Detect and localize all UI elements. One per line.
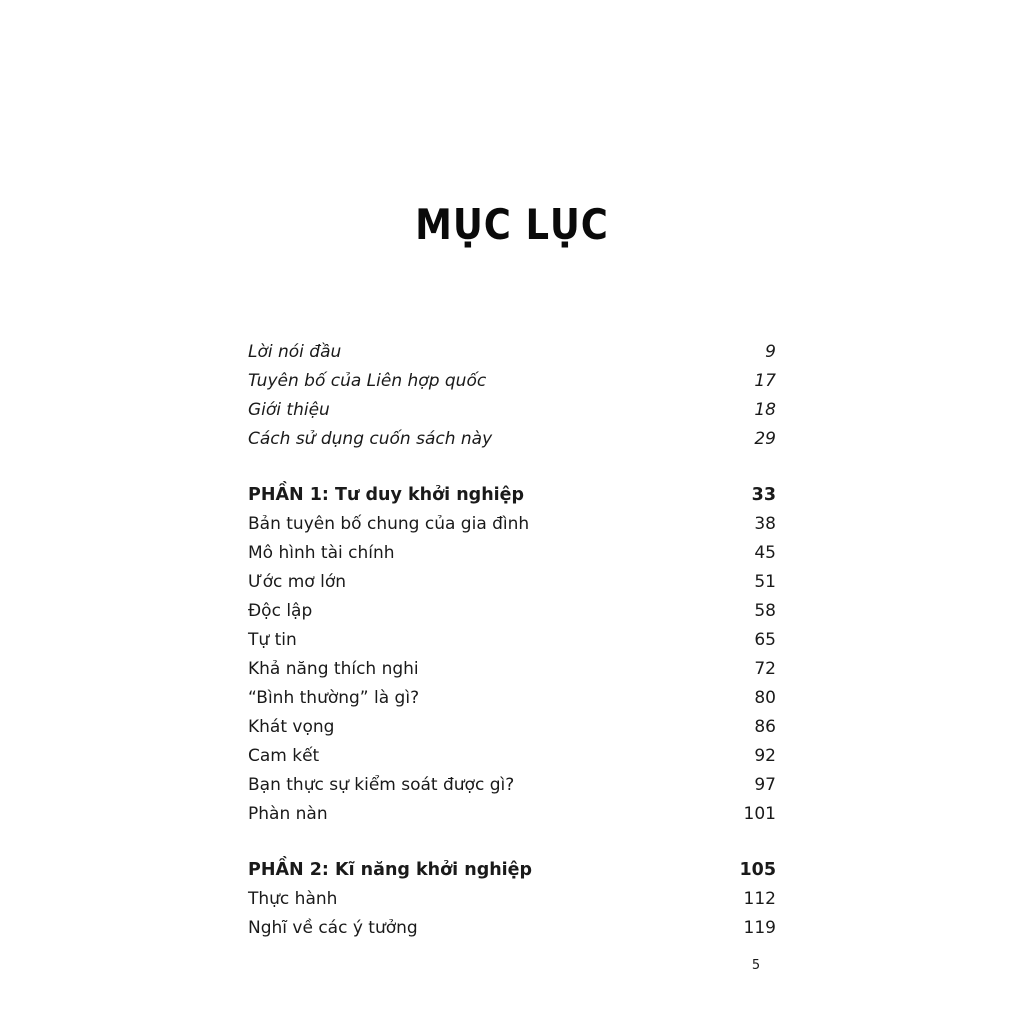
toc-entry[interactable]	[248, 885, 776, 914]
toc-part-page: 33	[751, 485, 776, 505]
toc-entry[interactable]	[248, 626, 776, 655]
toc-entry[interactable]	[248, 338, 776, 367]
toc-entry-page: 18	[754, 400, 776, 420]
toc-entry[interactable]	[248, 684, 776, 713]
toc-entry-page: 45	[754, 543, 776, 563]
toc-entry[interactable]	[248, 539, 776, 568]
toc-entry[interactable]	[248, 568, 776, 597]
toc-entry[interactable]	[248, 742, 776, 771]
toc-entry-label: Ước mơ lớn	[248, 572, 346, 592]
page-folio-number: 5	[751, 958, 761, 973]
toc-entry-label: Thực hành	[248, 889, 338, 909]
toc-entry-page: 17	[754, 371, 776, 391]
toc-entry[interactable]	[248, 800, 776, 829]
toc-entry[interactable]	[248, 914, 776, 943]
toc-entry-page: 58	[754, 601, 776, 621]
toc-entry-label: Độc lập	[248, 601, 313, 621]
toc-entry-label: Tự tin	[248, 630, 297, 650]
toc-entry-page: 80	[754, 688, 776, 708]
toc-entry[interactable]	[248, 510, 776, 539]
toc-entry-label: Mô hình tài chính	[248, 543, 395, 563]
toc-entry-label: “Bình thường” là gì?	[248, 688, 420, 708]
toc-entry[interactable]	[248, 597, 776, 626]
toc-entry-label: Phàn nàn	[248, 804, 328, 824]
toc-entry[interactable]	[248, 367, 776, 396]
toc-entry-page: 92	[754, 746, 776, 766]
toc-entry-page: 29	[754, 429, 776, 449]
toc-entry-page: 72	[754, 659, 776, 679]
toc-entry-label: Khả năng thích nghi	[248, 659, 419, 679]
toc-entry-page: 86	[754, 717, 776, 737]
toc-part-label: PHẦN 2: Kĩ năng khởi nghiệp	[248, 860, 533, 880]
toc-entry[interactable]	[248, 425, 776, 454]
toc-entry-page: 112	[743, 889, 776, 909]
toc-part-heading[interactable]	[248, 856, 776, 885]
toc-entry-page: 119	[743, 918, 776, 938]
page-folio	[0, 958, 1024, 973]
toc-entry-page: 97	[754, 775, 776, 795]
toc-entry-page: 9	[765, 342, 776, 362]
toc-entry-label: Khát vọng	[248, 717, 335, 737]
toc-entry-label: Cam kết	[248, 746, 320, 766]
toc-part-page: 105	[739, 860, 776, 880]
toc-entry-page: 101	[743, 804, 776, 824]
page-title: MỤC LỤC	[415, 200, 609, 249]
toc-entry-page: 65	[754, 630, 776, 650]
toc-entry-label: Nghĩ về các ý tưởng	[248, 918, 418, 938]
toc-entry[interactable]	[248, 771, 776, 800]
toc-entry-label: Lời nói đầu	[248, 342, 342, 362]
section-spacer	[248, 454, 776, 481]
toc-entry-label: Cách sử dụng cuốn sách này	[248, 429, 493, 449]
section-spacer	[248, 829, 776, 856]
toc-entry[interactable]	[248, 713, 776, 742]
toc-entry-label: Giới thiệu	[248, 400, 330, 420]
toc-entry-page: 51	[754, 572, 776, 592]
toc-part-label: PHẦN 1: Tư duy khởi nghiệp	[248, 485, 525, 505]
toc-entry[interactable]	[248, 655, 776, 684]
toc-entry-page: 38	[754, 514, 776, 534]
toc-entry-label: Bản tuyên bố chung của gia đình	[248, 514, 530, 534]
toc-entry-label: Bạn thực sự kiểm soát được gì?	[248, 775, 515, 795]
toc-entry-label: Tuyên bố của Liên hợp quốc	[248, 371, 487, 391]
table-of-contents	[248, 338, 776, 943]
toc-part-heading[interactable]	[248, 481, 776, 510]
toc-entry[interactable]	[248, 396, 776, 425]
